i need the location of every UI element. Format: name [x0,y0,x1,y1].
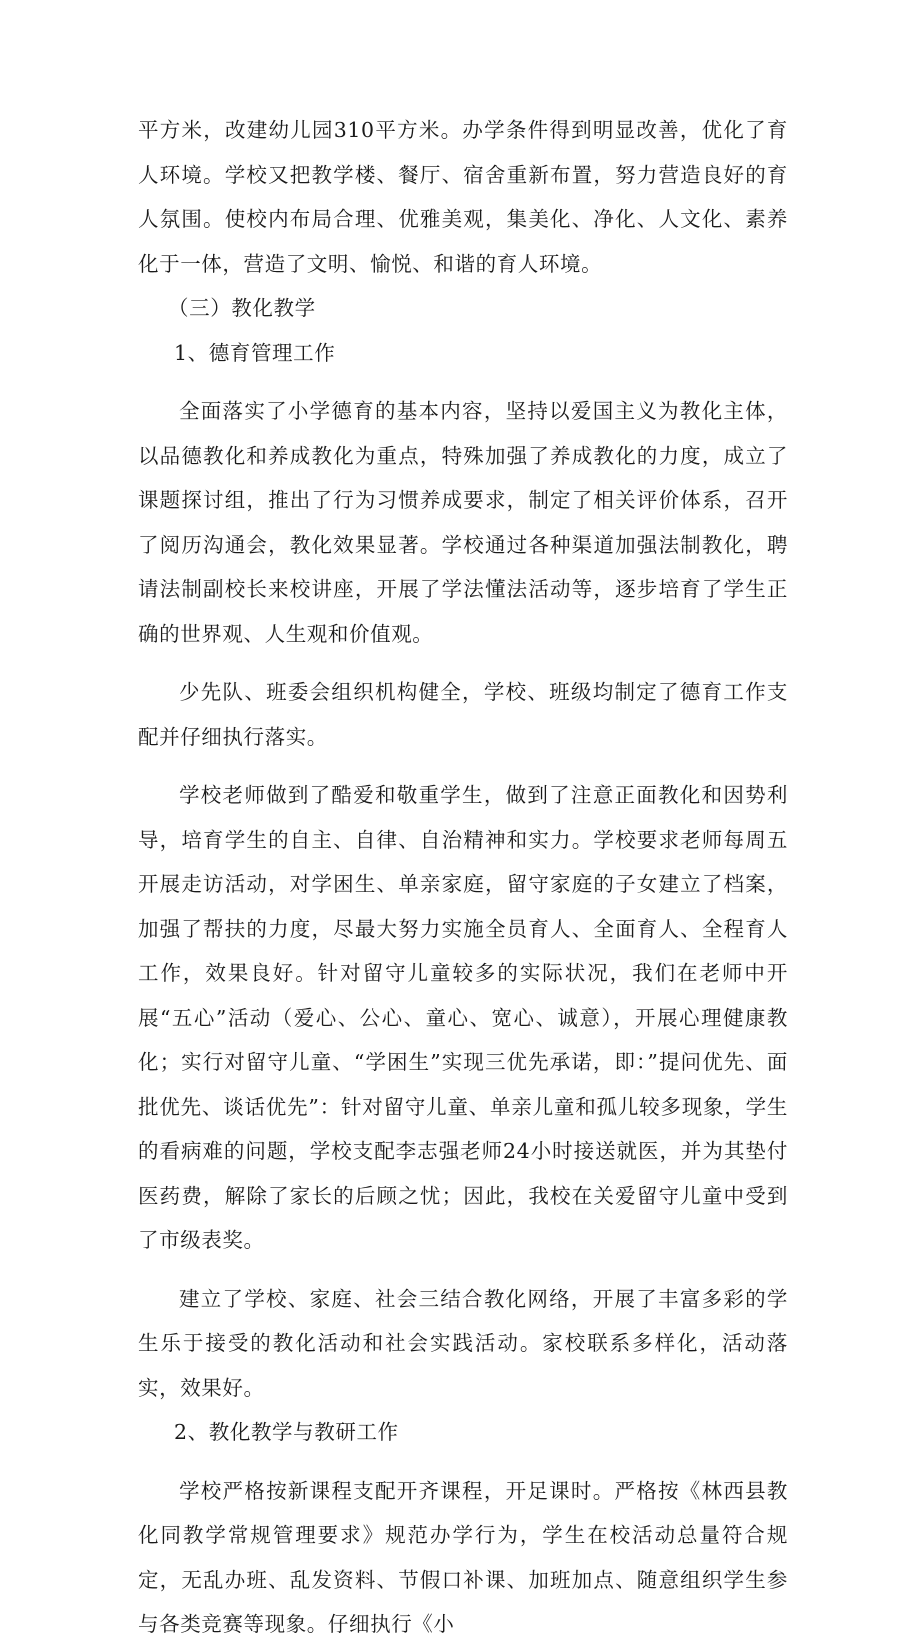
document-body [138,108,788,1647]
section-heading-teaching: （三）教化教学 [168,296,316,320]
subsection-heading-moral-education: 1、德育管理工作 [174,340,336,365]
paragraph-home-school: 建立了学校、家庭、社会三结合教化网络，开展了丰富多彩的学生乐于接受的教化活动和社会实践活动。家校联系多样化，活动落实，效果好。 [138,1286,788,1400]
paragraph-continued: 平方米，改建幼儿园310平方米。办学条件得到明显改善，优化了育人环境。学校又把教学楼、餐厅、宿舍重新布置，努力营造良好的育人氛围。使校内布局合理、优雅美观，集美化、净化、人文化、素养化于一体，营造了文明、愉悦、和谐的育人环境。 [138,118,788,276]
paragraph-young-pioneers: 少先队、班委会组织机构健全，学校、班级均制定了德育工作支配并仔细执行落实。 [138,680,788,749]
paragraph-curriculum: 学校严格按新课程支配开齐课程，开足课时。严格按《林西县教化同教学常规管理要求》规范办学行为，学生在校活动总量符合规定，无乱办班、乱发资料、节假口补课、加班加点、随意组织学生参与各类竞赛等现象。仔细执行《小 [138,1478,788,1636]
paragraph-teachers-care: 学校老师做到了酷爱和敬重学生，做到了注意正面教化和因势利导，培育学生的自主、自律、自治精神和实力。学校要求老师每周五开展走访活动，对学困生、单亲家庭，留守家庭的子女建立了档案，加强了帮扶的力度，尽最大努力实施全员育人、全面育人、全程育人工作，效果良好。针对留守儿童较多的实际状况，我们在老师中开展“五心”活动（爱心、公心、童心、宽心、诚意），开展心理健康教化；实行对留守儿童、“学困生”实现三优先承诺，即：”提问优先、面批优先、谈话优先”：针对留守儿童、单亲儿童和孤儿较多现象，学生的看病难的问题，学校支配李志强老师24小时接送就医，并为其垫付医药费，解除了家长的后顾之忧；因此，我校在关爱留守儿童中受到了市级表奖。 [138,783,788,1252]
paragraph-moral-education: 全面落实了小学德育的基本内容，坚持以爱国主义为教化主体，以品德教化和养成教化为重点，特殊加强了养成教化的力度，成立了课题探讨组，推出了行为习惯养成要求，制定了相关评价体系，召开了阅历沟通会，教化效果显著。学校通过各种渠道加强法制教化，聘请法制副校长来校讲座，开展了学法懂法活动等，逐步培育了学生正确的世界观、人生观和价值观。 [138,399,788,646]
subsection-heading-teaching-research: 2、教化教学与教研工作 [174,1420,399,1444]
